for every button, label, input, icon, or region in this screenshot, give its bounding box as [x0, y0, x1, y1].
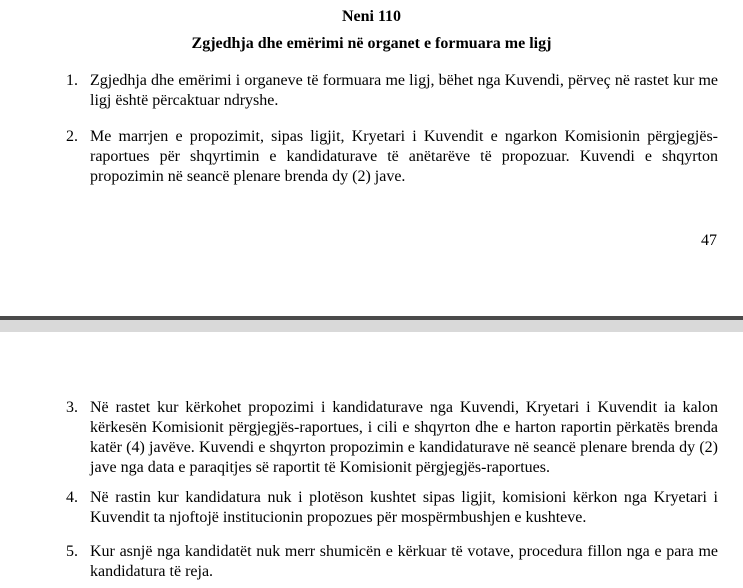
paragraph-number: 3. [66, 399, 78, 416]
paragraph-1 [66, 71, 718, 111]
page-number: 47 [701, 232, 717, 249]
paragraph-number: 1. [66, 72, 78, 89]
paragraph-text: Në rastet kur kërkohet propozimi i kandidaturave nga Kuvendi, Kryetari i Kuvendit ia kalon kërkesën Komisionit përgjegjës-raportues, i cili e shqyrton dhe e harton raportin përkatës brenda katër (4) javëve. Kuvendi e shqyrton propozimin e kandidaturave në seancë plenare brenda dy (2) jave nga data e paraqitjes së raportit të Komisionit përgjegjës-raportues. [90, 399, 718, 476]
paragraph-text: Me marrjen e propozimit, sipas ligjit, Kryetari i Kuvendit e ngarkon Komisionin përgjegjës-raportues për shqyrtimin e kandidaturave të anëtarëve të propozuar. Kuvendi e shqyrton propozimin në seancë plenare brenda dy (2) jave. [90, 128, 718, 185]
paragraph-number: 2. [66, 128, 78, 145]
page-separator [0, 316, 743, 332]
paragraph-5 [66, 542, 718, 582]
document-page-bottom [0, 332, 743, 588]
paragraph-number: 4. [66, 489, 78, 506]
paragraph-4 [66, 488, 718, 528]
paragraph-text: Në rastin kur kandidatura nuk i plotëson kushtet sipas ligjit, komisioni kërkon nga Kryetari i Kuvendit ta njoftojë institucionin propozues për mospërmbushjen e kushteve. [90, 489, 718, 526]
paragraph-2 [66, 127, 718, 187]
paragraph-number: 5. [66, 543, 78, 560]
paragraph-3 [66, 398, 718, 478]
paragraph-text: Kur asnjë nga kandidatët nuk merr shumicën e kërkuar të votave, procedura fillon nga e para me kandidatura të reja. [90, 543, 718, 580]
article-number: Neni 110 [341, 8, 402, 25]
article-title: Zgjedhja dhe emërimi në organet e formuara me ligj [191, 35, 552, 52]
paragraph-text: Zgjedhja dhe emërimi i organeve të formuara me ligj, bëhet nga Kuvendi, përveç në rastet kur me ligj është përcaktuar ndryshe. [90, 72, 718, 109]
